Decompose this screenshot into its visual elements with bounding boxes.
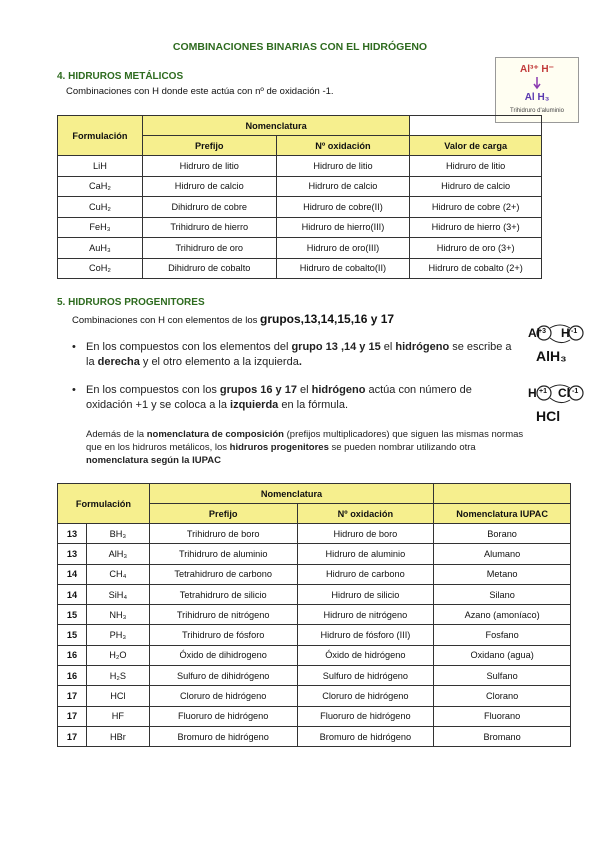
b1-b3: derecha [97,356,140,368]
cell-iupac: Metano [434,564,571,584]
col-prefijo: Prefijo [149,504,297,524]
cell-prefijo: Cloruro de hidrógeno [149,686,297,706]
page-title: COMBINACIONES BINARIAS CON EL HIDRÓGENO [172,41,428,53]
b2-b1: grupos 16 y 17 [219,384,297,396]
table-row [58,584,571,604]
d2-right-ox: -1 [572,388,579,395]
cell-group: 17 [58,706,87,726]
table-row [58,176,542,197]
cell-prefijo: Tetrahidruro de carbono [149,564,297,584]
d2-left-ox: +1 [539,388,547,395]
d1-right-ox: -1 [571,328,578,335]
cell-iupac: Borano [434,524,571,544]
cell-prefijo: Óxido de dihidrogeno [149,645,297,665]
cell-prefijo: Fluoruro de hidrógeno [149,706,297,726]
thumb-top: Al³⁺ H⁻ [520,64,554,75]
cell-formula: BH₃ [86,524,149,544]
cell-oxidacion: Hidruro de nitrógeno [297,605,434,625]
table-row [58,217,542,238]
table-row [58,197,542,218]
cell-prefijo: Sulfuro de dihidrógeno [149,666,297,686]
col-prefijo: Prefijo [142,136,276,156]
cell-oxidacion: Fluoruro de hidrógeno [297,706,434,726]
d1-right: H [561,326,570,340]
note-t3: se pueden nombrar utilizando otra [328,442,476,453]
col-oxidacion: Nº oxidación [276,136,410,156]
cell-iupac: Azano (amoníaco) [434,605,571,625]
cell-oxidacion: Cloruro de hidrógeno [297,686,434,706]
section2-heading: 5. HIDRUROS PROGENITORES [57,297,205,308]
table-row [58,564,571,584]
cell-prefijo: Trihidruro de fósforo [149,625,297,645]
d2-left: H [528,386,537,400]
cell-prefijo: Trihidruro de hierro [142,217,276,238]
d1-left: Al [528,326,540,340]
cell-oxidacion: Hidruro de oro(III) [276,238,410,259]
d1-result: AlH₃ [536,348,567,364]
cell-formula: LiH [58,156,143,177]
b1-b1: grupo 13 ,14 y 15 [291,341,381,353]
group-header: Nomenclatura [142,116,409,136]
cell-prefijo: Trihidruro de oro [142,238,276,259]
note-paragraph [86,428,536,467]
cell-oxidacion: Hidruro de cobalto(II) [276,258,410,279]
cell-formula: HF [86,706,149,726]
b2-t3: actúa con número de oxidación +1 y se coloca a la [86,384,472,411]
thumbnail-image [495,57,579,123]
cell-formula: CoH₂ [58,258,143,279]
thumb-caption: Trihidruro d'aluminio [510,108,564,114]
b1-b4: . [298,356,302,368]
b1-t3: se escribe a la [86,341,512,368]
table-row [58,544,571,564]
section1-heading: 4. HIDRUROS METÁLICOS [57,71,184,82]
bullet-dot: • [72,384,76,396]
cell-formula: HCl [86,686,149,706]
table-row [58,726,571,746]
subtitle-text: Combinaciones con H con elementos de los [72,315,260,326]
cell-oxidacion: Bromuro de hidrógeno [297,726,434,746]
cell-carga: Hidruro de calcio [410,176,542,197]
cell-formula: CuH₂ [58,197,143,218]
cell-prefijo: Trihidruro de aluminio [149,544,297,564]
cell-group: 15 [58,625,87,645]
cell-oxidacion: Hidruro de aluminio [297,544,434,564]
table-row [58,258,542,279]
cell-iupac: Alumano [434,544,571,564]
cell-oxidacion: Hidruro de hierro(III) [276,217,410,238]
cell-oxidacion: Hidruro de silicio [297,584,434,604]
table-row [58,686,571,706]
b2-b2: hidrógeno [311,384,366,396]
cell-iupac: Bromano [434,726,571,746]
cell-carga: Hidruro de cobre (2+) [410,197,542,218]
cell-prefijo: Trihidruro de nitrógeno [149,605,297,625]
cell-prefijo: Bromuro de hidrógeno [149,726,297,746]
cell-carga: Hidruro de cobalto (2+) [410,258,542,279]
b1-t2: el [380,341,396,353]
col-carga: Valor de carga [410,136,542,156]
cell-oxidacion: Sulfuro de hidrógeno [297,666,434,686]
b1-t1: En los compuestos con los elementos del [86,341,292,353]
table-row [58,524,571,544]
section2-subtitle [72,312,394,326]
bullet-2 [72,383,518,413]
cell-prefijo: Trihidruro de boro [149,524,297,544]
cell-iupac: Fosfano [434,625,571,645]
note-b3: nomenclatura según la IUPAC [86,455,221,466]
cell-oxidacion: Hidruro de fósforo (III) [297,625,434,645]
cell-group: 16 [58,666,87,686]
table-row [58,156,542,177]
cell-formula: FeH₃ [58,217,143,238]
cell-formula: H₂S [86,666,149,686]
cell-group: 14 [58,564,87,584]
cell-oxidacion: Óxido de hidrógeno [297,645,434,665]
cell-formula: SiH₄ [86,584,149,604]
b2-t1: En los compuestos con los [86,384,220,396]
cell-formula: CaH₂ [58,176,143,197]
cell-formula: NH₃ [86,605,149,625]
diagram-alh3 [520,324,590,370]
cell-carga: Hidruro de litio [410,156,542,177]
diagram-hcl [528,382,592,428]
b1-b2: hidrógeno [395,341,450,353]
cell-formula: AuH₃ [58,238,143,259]
table-row [58,625,571,645]
note-b2: hidruros progenitores [229,442,329,453]
cell-group: 15 [58,605,87,625]
metal-hydrides-table [57,115,542,279]
b2-b3: izquierda [230,399,279,411]
col-oxidacion: Nº oxidación [297,504,434,524]
cell-formula: AlH₃ [86,544,149,564]
cell-iupac: Silano [434,584,571,604]
bullet-1 [72,340,512,370]
note-t2: (prefijos multiplicadores) que siguen las mismas normas que en los hidruros metálicos, los [86,429,524,453]
cell-iupac: Fluorano [434,706,571,726]
note-t1: Además de la [86,429,147,440]
table-row [58,706,571,726]
col-formula: Formulación [58,484,150,524]
d2-result: HCl [536,408,561,424]
b2-t4: en la fórmula. [278,399,349,411]
note-b1: nomenclatura de composición [146,429,284,440]
table-row [58,666,571,686]
col-formula: Formulación [58,116,143,156]
empty-header [410,116,542,136]
cell-iupac: Sulfano [434,666,571,686]
cell-prefijo: Tetrahidruro de silicio [149,584,297,604]
cell-group: 13 [58,544,87,564]
cell-group: 17 [58,726,87,746]
empty-header [434,484,571,504]
table-row [58,238,542,259]
cell-iupac: Oxidano (agua) [434,645,571,665]
cell-oxidacion: Hidruro de cobre(II) [276,197,410,218]
progenitor-hydrides-table [57,483,571,747]
cell-oxidacion: Hidruro de boro [297,524,434,544]
cell-group: 13 [58,524,87,544]
cell-formula: PH₃ [86,625,149,645]
thumb-bottom: Al H₃ [524,92,550,103]
table-row [58,605,571,625]
cell-oxidacion: Hidruro de calcio [276,176,410,197]
cell-carga: Hidruro de oro (3+) [410,238,542,259]
cell-formula: HBr [86,726,149,746]
cell-oxidacion: Hidruro de carbono [297,564,434,584]
d1-left-ox: +3 [538,328,546,335]
cell-formula: CH₄ [86,564,149,584]
cell-carga: Hidruro de hierro (3+) [410,217,542,238]
cell-prefijo: Dihidruro de cobre [142,197,276,218]
col-iupac: Nomenclatura IUPAC [434,504,571,524]
cell-prefijo: Dihidruro de cobalto [142,258,276,279]
subtitle-bold: grupos,13,14,15,16 y 17 [260,312,395,326]
group-header: Nomenclatura [149,484,433,504]
cell-prefijo: Hidruro de calcio [142,176,276,197]
arrow-icon [532,77,542,91]
cell-group: 16 [58,645,87,665]
d2-right: Cl [558,386,570,400]
cell-group: 14 [58,584,87,604]
cell-group: 17 [58,686,87,706]
b1-t4: y el otro elemento a la izquierda [139,356,299,368]
section1-subtitle: Combinaciones con H donde este actúa con nº de oxidación -1. [66,86,334,97]
table-row [58,645,571,665]
cell-prefijo: Hidruro de litio [142,156,276,177]
b2-t2: el [296,384,312,396]
cell-iupac: Clorano [434,686,571,706]
cell-oxidacion: Hidruro de litio [276,156,410,177]
bullet-dot: • [72,341,76,353]
cell-formula: H₂O [86,645,149,665]
